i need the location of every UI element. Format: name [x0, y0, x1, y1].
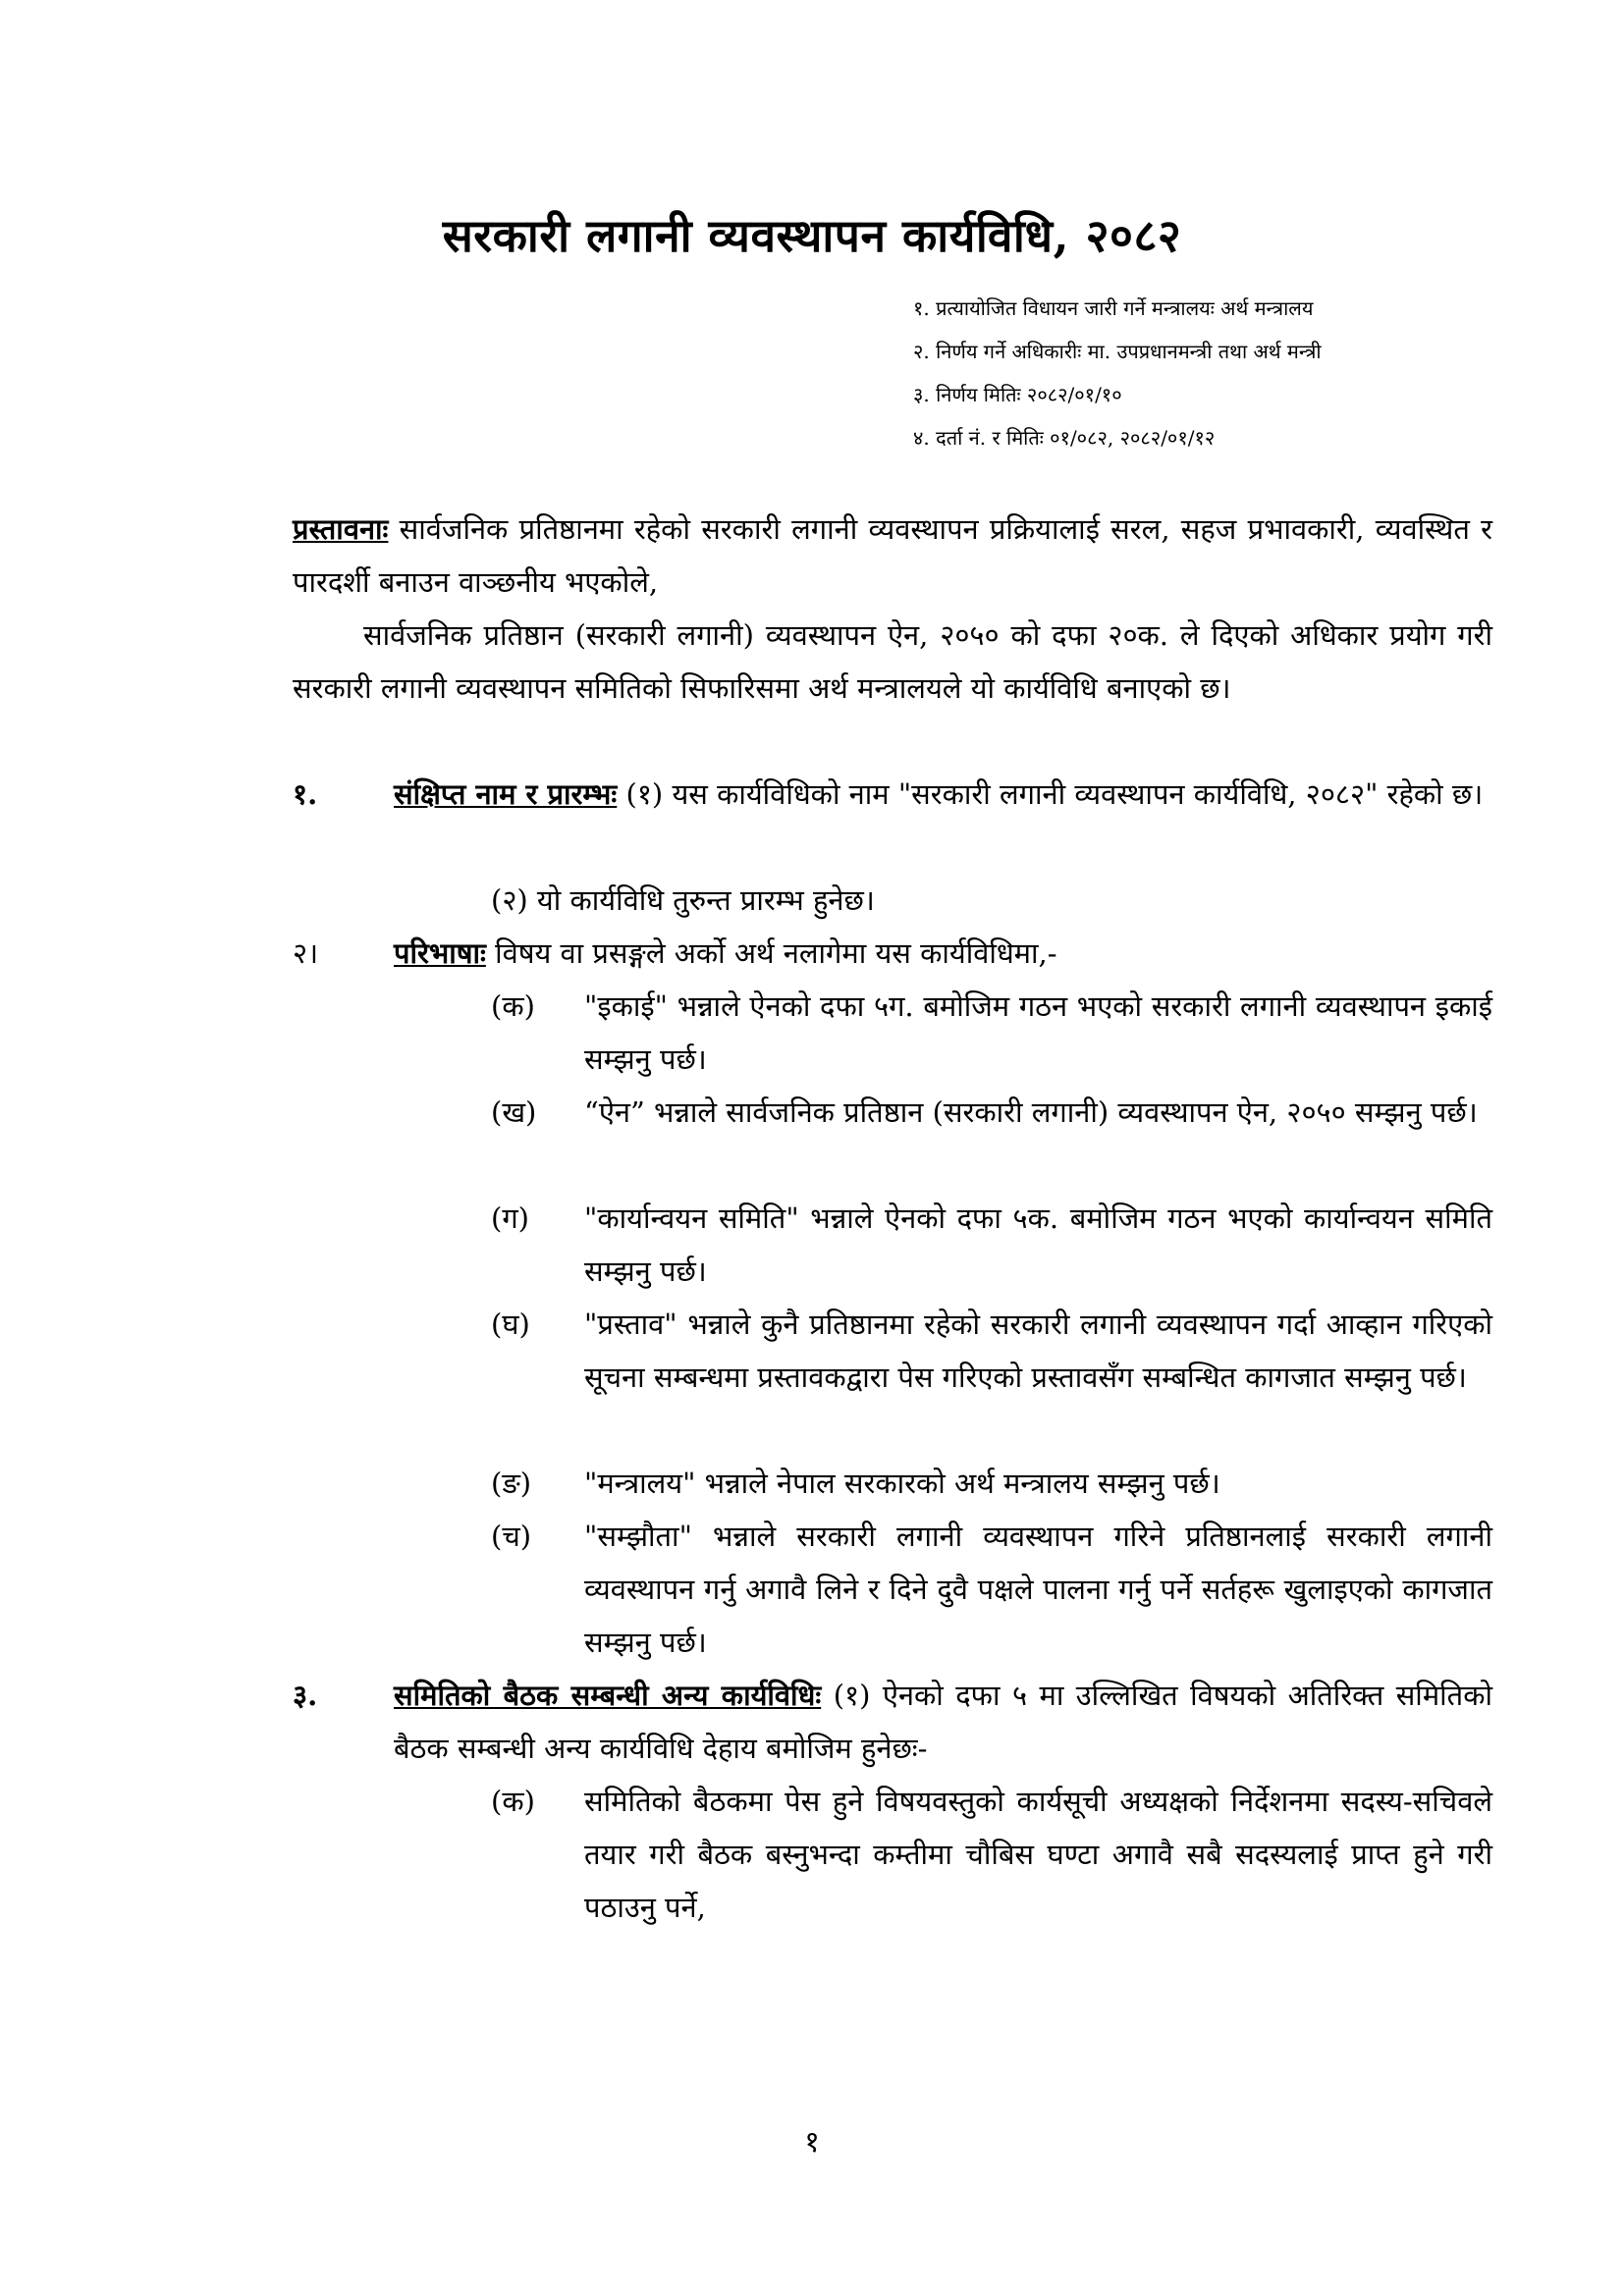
meta-decision-date: ३. निर्णय मितिः २०८२/०१/१० — [913, 383, 1122, 406]
definition-item — [491, 1086, 1492, 1139]
page-number: १ — [804, 2125, 820, 2160]
definition-item — [491, 1192, 1492, 1298]
definition-text: "प्रस्ताव" भन्नाले कुनै प्रतिष्ठानमा रहेको सरकारी लगानी व्यवस्थापन गर्दा आव्हान गरिएको सूचना सम्बन्धमा प्रस्तावकद्वारा पेस गरिएको प्रस्तावसँग सम्बन्धित कागजात सम्झनु पर्छ। — [584, 1308, 1492, 1394]
procedure-item — [491, 1775, 1492, 1934]
section-1-heading: संक्षिप्त नाम र प्रारम्भः — [394, 777, 618, 811]
definition-item — [491, 1457, 1492, 1510]
section-1-text: (१) यस कार्यविधिको नाम "सरकारी लगानी व्यवस्थापन कार्यविधि, २०८२" रहेको छ। — [617, 777, 1484, 811]
section-1 — [293, 768, 1492, 821]
meta-ministry: १. प्रत्यायोजित विधायन जारी गर्ने मन्त्रालयः अर्थ मन्त्रालय — [913, 296, 1314, 320]
definition-item — [491, 1298, 1492, 1404]
meta-registration: ४. दर्ता नं. र मितिः ०१/०८२, २०८२/०१/१२ — [913, 426, 1216, 450]
definition-label: (ग) — [491, 1201, 529, 1235]
procedure-label: (क) — [491, 1785, 535, 1818]
section-3-heading: समितिको बैठक सम्बन्धी अन्य कार्यविधिः — [394, 1679, 822, 1712]
definition-text: “ऐन” भन्नाले सार्वजनिक प्रतिष्ठान (सरकारी लगानी) व्यवस्थापन ऐन, २०५० सम्झनु पर्छ। — [584, 1095, 1478, 1129]
definition-label: (घ) — [491, 1308, 530, 1341]
definition-text: "कार्यान्वयन समिति" भन्नाले ऐनको दफा ५क. बमोजिम गठन भएको कार्यान्वयन समिति सम्झनु पर्छ। — [584, 1201, 1492, 1288]
preamble-text: सार्वजनिक प्रतिष्ठानमा रहेको सरकारी लगानी व्यवस्थापन प्रक्रियालाई सरल, सहज प्रभावकारी, व्यवस्थित र पारदर्शी बनाउन वाञ्छनीय भएकोले, — [293, 512, 1492, 599]
section-3 — [293, 1669, 1492, 1775]
section-2 — [293, 927, 1492, 980]
section-2-heading: परिभाषाः — [394, 936, 486, 970]
enactment-clause: सार्वजनिक प्रतिष्ठान (सरकारी लगानी) व्यवस्थापन ऐन, २०५० को दफा २०क. ले दिएको अधिकार प्रयोग गरी सरकारी लगानी व्यवस्थापन समितिको सिफारिसमा अर्थ मन्त्रालयले यो कार्यविधि बनाएको छ। — [293, 618, 1492, 705]
section-1-sub-2: (२) यो कार्यविधि तुरुन्त प्रारम्भ हुनेछ। — [491, 883, 875, 917]
definition-text: "मन्त्रालय" भन्नाले नेपाल सरकारको अर्थ मन्त्रालय सम्झनु पर्छ। — [584, 1467, 1220, 1500]
procedure-text: समितिको बैठकमा पेस हुने विषयवस्तुको कार्यसूची अध्यक्षको निर्देशनमा सदस्य-सचिवले तयार गरी बैठक बस्नुभन्दा कम्तीमा चौबिस घण्टा अगावै सबै सदस्यलाई प्राप्त हुने गरी पठाउनु पर्ने, — [584, 1785, 1492, 1924]
definition-label: (ङ) — [491, 1467, 532, 1500]
section-2-number: २। — [293, 936, 319, 970]
definition-item — [491, 1510, 1492, 1669]
definition-text: "इकाई" भन्नाले ऐनको दफा ५ग. बमोजिम गठन भएको सरकारी लगानी व्यवस्थापन इकाई सम्झनु पर्छ। — [584, 989, 1492, 1076]
section-3-text: (१) ऐनको दफा ५ मा उल्लिखित विषयको अतिरिक्त समितिको बैठक सम्बन्धी अन्य कार्यविधि देहाय बमोजिम हुनेछः- — [394, 1679, 1492, 1765]
preamble — [293, 503, 1492, 609]
definition-text: "सम्झौता" भन्नाले सरकारी लगानी व्यवस्थापन गरिने प्रतिष्ठानलाई सरकारी लगानी व्यवस्थापन गर्नु अगावै लिने र दिने दुवै पक्षले पालना गर्नु पर्ने सर्तहरू खुलाइएको कागजात सम्झनु पर्छ। — [584, 1520, 1492, 1659]
section-1-number: १. — [293, 777, 318, 811]
definition-label: (क) — [491, 989, 535, 1023]
document-title: सरकारी लगानी व्यवस्थापन कार्यविधि, २०८२ — [442, 209, 1182, 262]
definition-item — [491, 980, 1492, 1086]
meta-authority: २. निर्णय गर्ने अधिकारीः मा. उपप्रधानमन्त्री तथा अर्थ मन्त्री — [913, 340, 1322, 363]
definition-label: (ख) — [491, 1095, 537, 1129]
preamble-heading: प्रस्तावनाः — [293, 512, 389, 546]
section-2-text: विषय वा प्रसङ्गले अर्को अर्थ नलागेमा यस कार्यविधिमा,- — [485, 936, 1057, 970]
section-3-number: ३. — [293, 1679, 318, 1712]
definition-label: (च) — [491, 1520, 532, 1553]
metadata-block — [913, 287, 1502, 459]
